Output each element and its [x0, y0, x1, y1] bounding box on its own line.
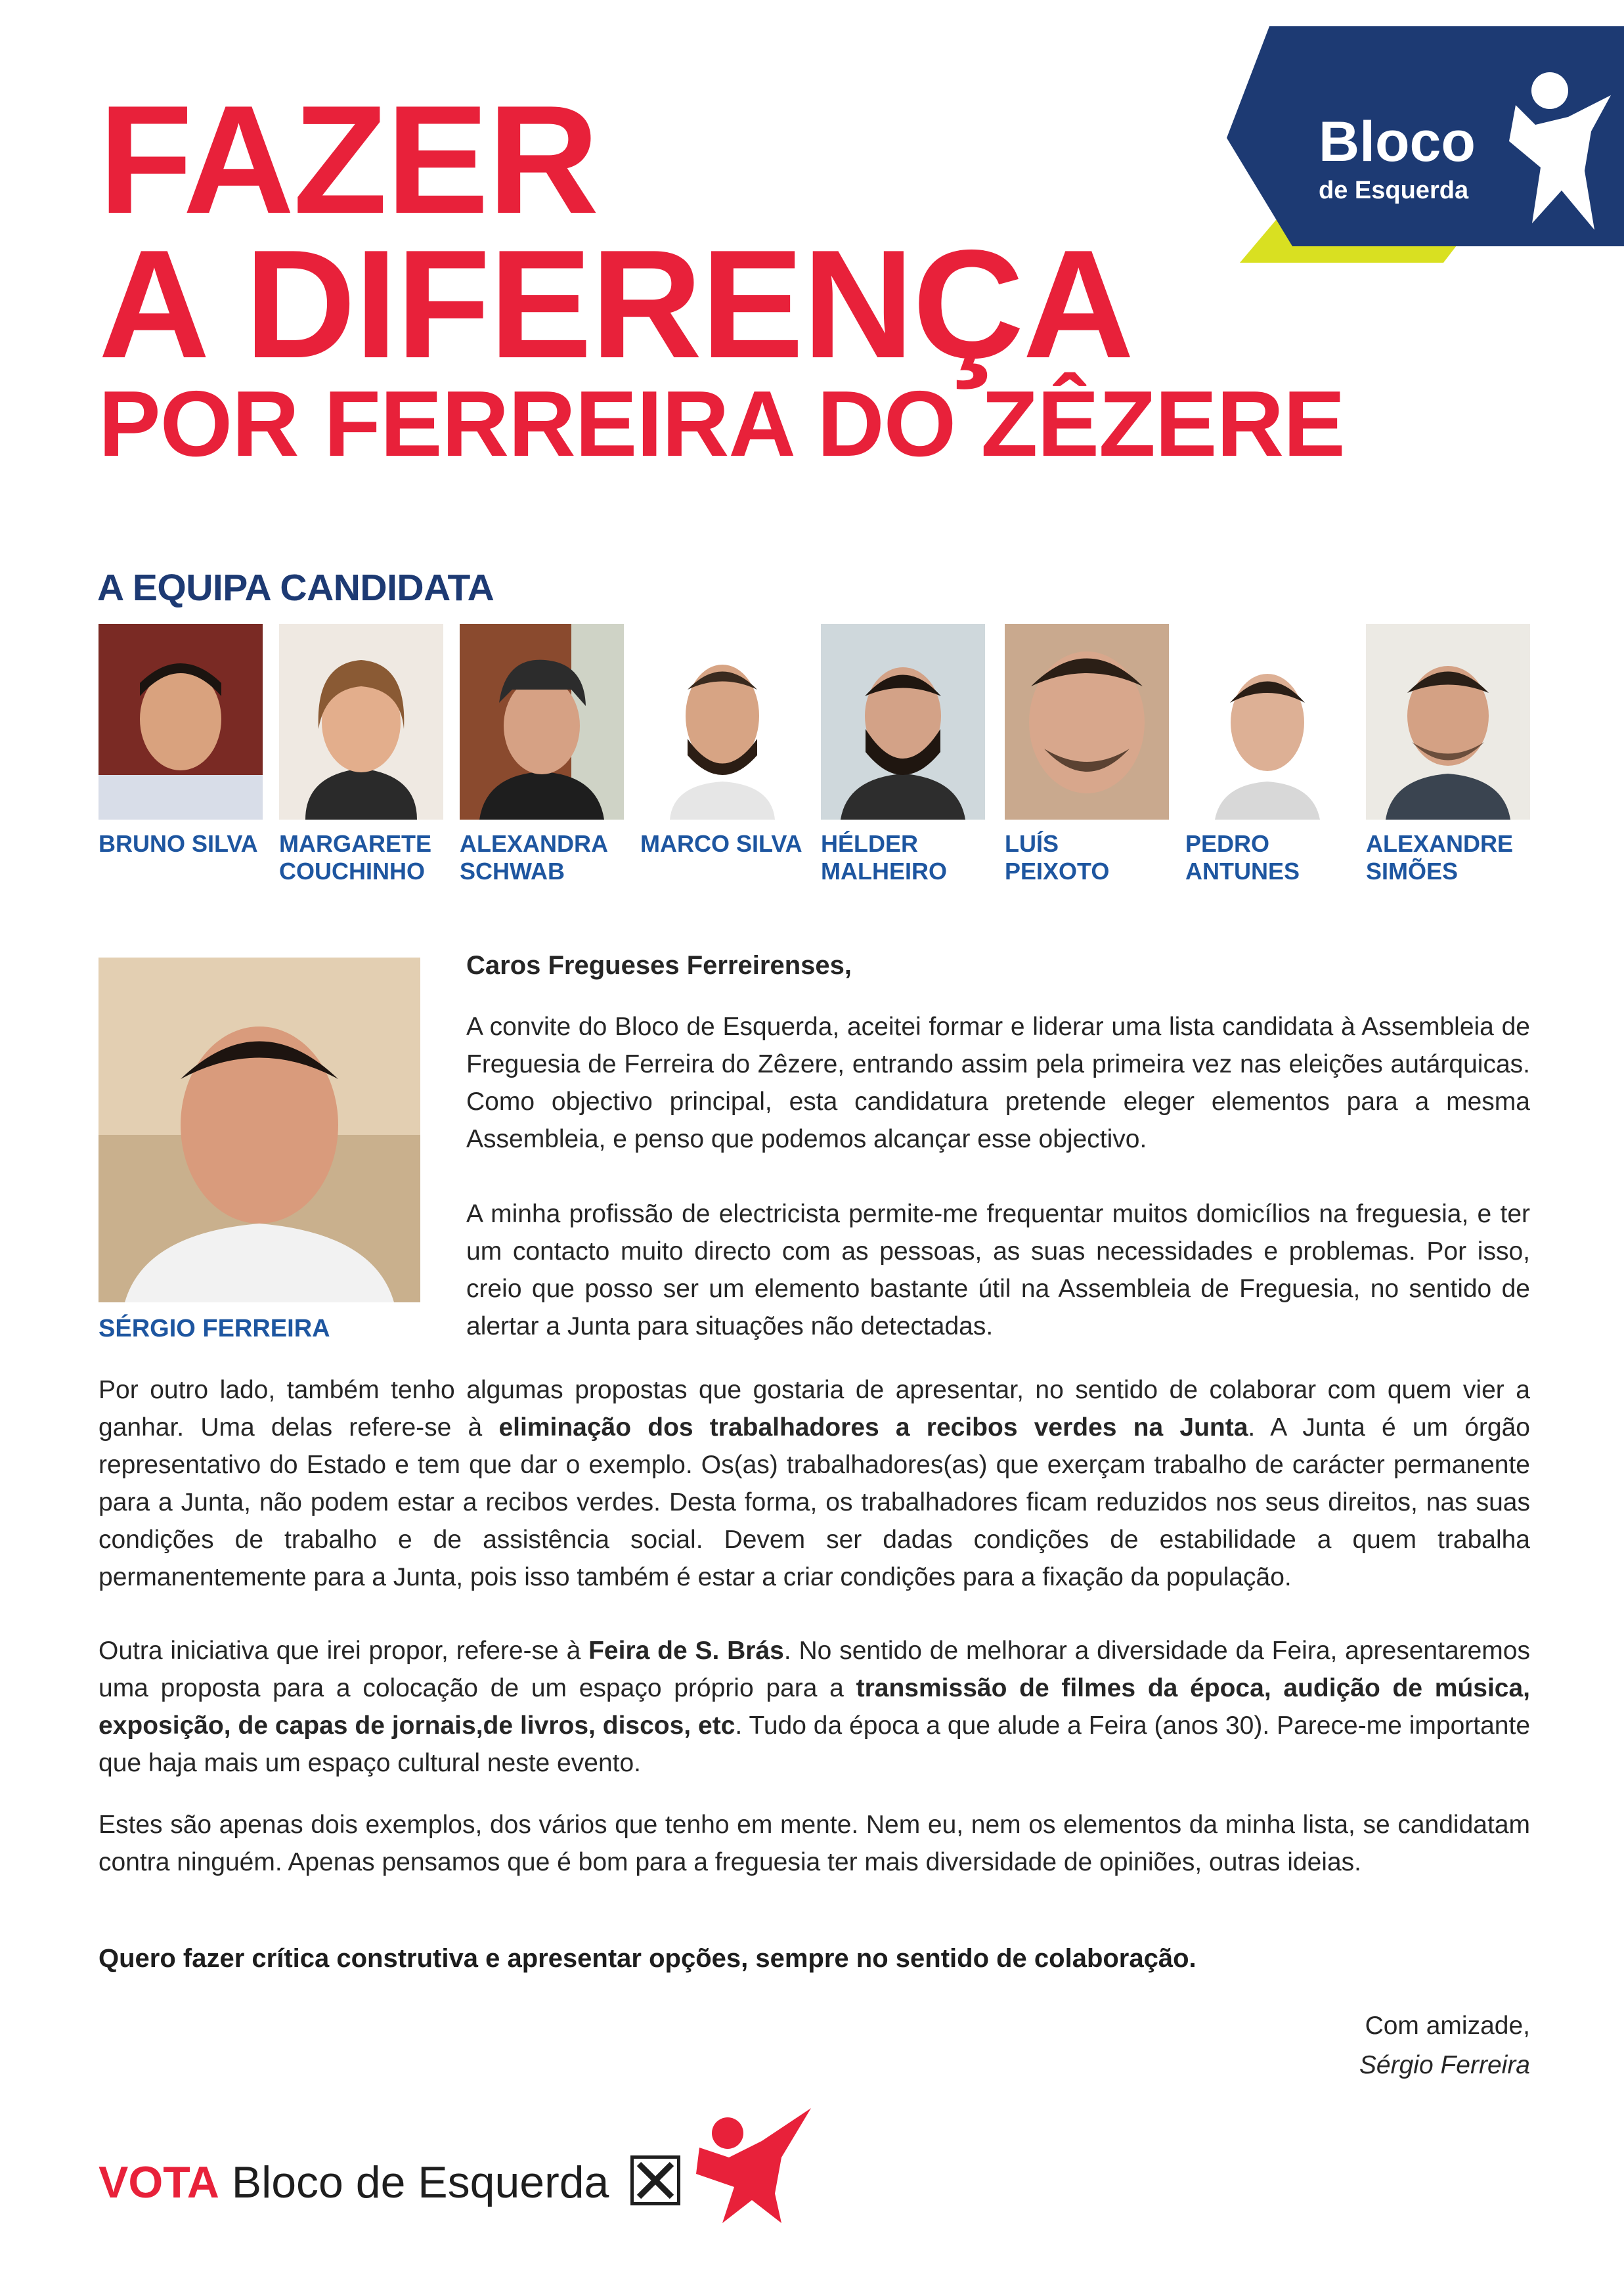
title-line-3: POR FERREIRA DO ZÊZERE — [99, 372, 1345, 476]
team-member — [1185, 624, 1350, 885]
letter-greeting: Caros Fregueses Ferreirenses, — [466, 951, 852, 980]
member-photo — [460, 624, 624, 820]
paragraph-4-text: . No sentido de melhorar a diversidade da Feira, apresentaremos uma proposta para a colocação de um espaço próprio para a — [99, 1637, 1530, 1702]
member-name: PEDRO ANTUNES — [1185, 830, 1300, 885]
paragraph-2: A minha profissão de electricista permite-me frequentar muitos domicílios na freguesia, e ter um contacto muito directo com as pessoas, as suas necessidades e problemas. Por isso, creio que posso ser um elemento bastante útil na Assembleia de Freguesia, no sentido de alertar a Junta para situações não detectadas. — [466, 1200, 1530, 1340]
red-star-figure-icon — [683, 2095, 814, 2226]
paragraph-3 — [99, 1371, 1530, 1596]
paragraph-5: Estes são apenas dois exemplos, dos vários que tenho em mente. Nem eu, nem os elementos da minha lista, se candidatam contra ninguém. Apenas pensamos que é bom para a freguesia ter mais diversidade de opiniões, outras ideias. — [99, 1811, 1530, 1876]
member-photo — [640, 624, 804, 820]
paragraph-3-text: Por outro lado, também tenho algumas propostas que gostaria de apresentar, no sentido de colaborar com quem vier a ganhar. Uma delas refere-se à — [99, 1376, 1530, 1442]
member-name: BRUNO SILVA — [99, 830, 258, 857]
team-member — [1366, 624, 1530, 885]
team-member — [460, 624, 624, 885]
vote-line — [99, 2155, 680, 2208]
member-name: LUÍS PEIXOTO — [1005, 830, 1110, 885]
candidate-photo — [99, 958, 420, 1302]
team-member — [821, 624, 985, 885]
member-photo — [821, 624, 985, 820]
signature: Sérgio Ferreira — [1359, 2051, 1530, 2079]
member-name: ALEXANDRA SCHWAB — [460, 830, 609, 885]
signoff — [1359, 2006, 1530, 2085]
ballot-cross-icon — [634, 2159, 677, 2202]
party-name: Bloco de Esquerda — [231, 2157, 609, 2207]
member-photo — [99, 624, 263, 820]
member-photo — [1005, 624, 1169, 820]
closing: Com amizade, — [1365, 2012, 1530, 2040]
member-photo — [1185, 624, 1350, 820]
ballot-box — [630, 2155, 680, 2205]
vote-word: VOTA — [99, 2157, 219, 2207]
member-photo — [279, 624, 443, 820]
paragraph-6: Quero fazer crítica construtiva e apresentar opções, sempre no sentido de colaboração. — [99, 1944, 1196, 1973]
paragraph-4-emphasis: Feira de S. Brás — [588, 1637, 784, 1665]
logo-name: Bloco — [1319, 110, 1476, 173]
member-name: MARGARETE COUCHINHO — [279, 830, 431, 885]
member-name: HÉLDER MALHEIRO — [821, 830, 947, 885]
bloco-logo — [1227, 26, 1624, 289]
team-member — [279, 624, 443, 885]
paragraph-4-text: . Tudo da época a que alude a Feira (anos 30). Parece-me importante que haja mais um espaço cultural neste evento. — [99, 1711, 1531, 1777]
title-line-1: FAZER — [99, 73, 598, 246]
title-line-2: A DIFERENÇA — [99, 217, 1133, 390]
paragraph-3-text: . A Junta é um órgão representativo do Estado e tem que dar o exemplo. Os(as) trabalhadores(as) que exerçam trabalho de carácter permanente para a Junta, não podem estar a recibos verdes. Desta forma, os trabalhadores ficam reduzidos nos seus direitos, nas suas condições de trabalho e de assistência social. Devem ser dadas condições de estabilidade a quem trabalha permanentemente para a Junta, pois isso também é estar a criar condições para a fixação da população. — [99, 1413, 1530, 1591]
paragraph-3-emphasis: eliminação dos trabalhadores a recibos verdes na Junta — [498, 1413, 1248, 1442]
member-name: ALEXANDRE SIMÕES — [1366, 830, 1514, 885]
team-heading: A EQUIPA CANDIDATA — [97, 567, 494, 609]
member-name: MARCO SILVA — [640, 830, 802, 857]
team-member — [99, 624, 263, 858]
logo-subname: de Esquerda — [1319, 177, 1469, 204]
paragraph-4 — [99, 1632, 1530, 1782]
team-member — [640, 624, 804, 858]
paragraph-4-text: Outra iniciativa que irei propor, refere-se à — [99, 1637, 589, 1665]
team-member — [1005, 624, 1169, 885]
candidate-name: SÉRGIO FERREIRA — [99, 1315, 330, 1342]
paragraph-1: A convite do Bloco de Esquerda, aceitei formar e liderar uma lista candidata à Assembleia de Freguesia de Ferreira do Zêzere, entrando assim pela primeira vez nas eleições autárquicas. Como objectivo principal, esta candidatura pretende eleger elementos para a mesma Assembleia, e penso que podemos alcançar esse objectivo. — [466, 1013, 1530, 1153]
paragraph-4-emphasis: transmissão de filmes da época, audição de música, exposição, de capas de jornais,de livros, discos, etc — [99, 1674, 1531, 1740]
member-photo — [1366, 624, 1530, 820]
